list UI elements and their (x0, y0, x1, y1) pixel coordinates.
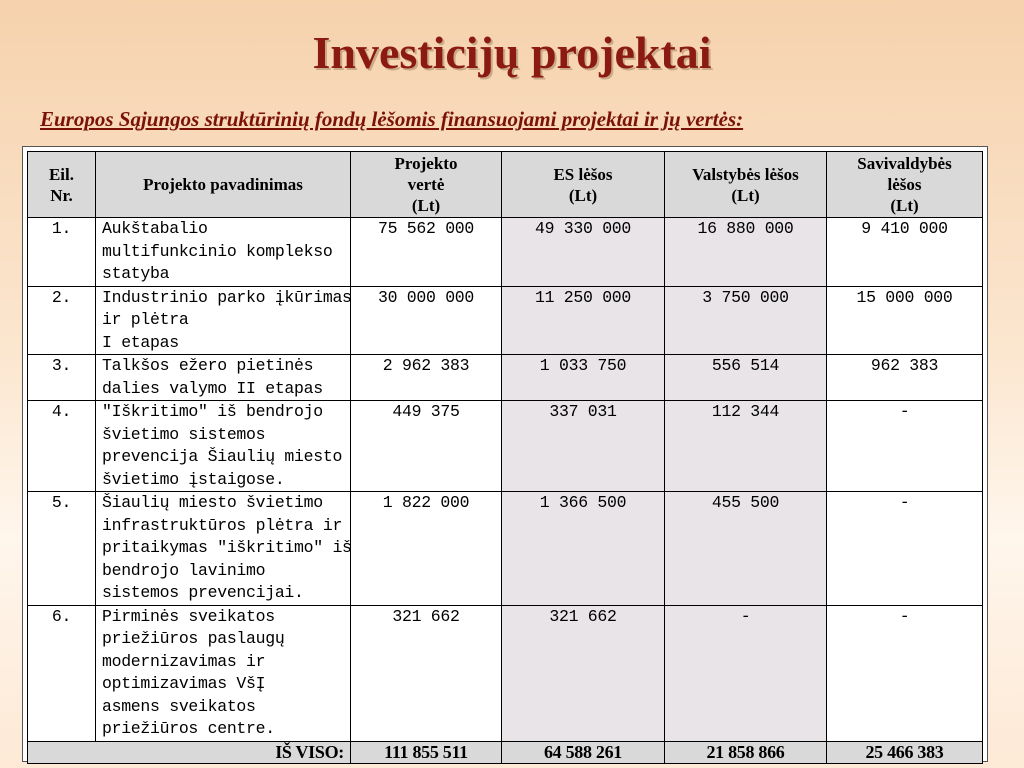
project-name-line: Industrinio parko įkūrimas (102, 287, 352, 307)
project-name-line: švietimo sistemos (102, 424, 266, 444)
cell-es-funds: 321 662 (502, 605, 665, 741)
project-name-line: infrastruktūros plėtra ir (102, 515, 343, 535)
cell-project-value: 30 000 000 (351, 286, 502, 355)
cell-nr: 4. (28, 401, 96, 492)
cell-state-funds: - (665, 605, 827, 741)
cell-es-funds: 1 366 500 (502, 492, 665, 606)
project-name-line: optimizavimas VšĮ (102, 674, 266, 693)
project-name-line: Aukštabalio (102, 219, 208, 238)
table-row (28, 286, 983, 355)
table-row (28, 492, 983, 606)
total-municipal-funds: 25 466 383 (827, 741, 983, 763)
project-name-line: bendrojo lavinimo (102, 560, 266, 580)
header-es-funds: ES lėšos (Lt) (502, 152, 665, 218)
cell-project-name (96, 605, 351, 741)
cell-project-value: 75 562 000 (351, 218, 502, 287)
project-name-line: dalies valymo II etapas (102, 378, 323, 398)
table-header-row (28, 152, 983, 218)
cell-project-value: 1 822 000 (351, 492, 502, 606)
project-name-line: "Iškritimo" iš bendrojo (102, 402, 323, 421)
projects-table-frame (22, 146, 988, 762)
cell-municipal-funds: 15 000 000 (827, 286, 983, 355)
page-subtitle: Europos Sąjungos struktūrinių fondų lėšomis finansuojami projektai ir jų vertės: (40, 107, 744, 131)
cell-nr: 1. (28, 218, 96, 287)
cell-es-funds: 49 330 000 (502, 218, 665, 287)
total-es-funds: 64 588 261 (502, 741, 665, 763)
project-name-line: priežiūros centre. (102, 719, 275, 738)
header-municipal-funds: Savivaldybės lėšos (Lt) (827, 152, 983, 218)
project-name-line: modernizavimas ir (102, 651, 266, 671)
project-name-line: priežiūros paslaugų (102, 629, 285, 648)
cell-municipal-funds: - (827, 605, 983, 741)
cell-project-value: 2 962 383 (351, 355, 502, 401)
total-project-value: 111 855 511 (351, 741, 502, 763)
header-state-funds: Valstybės lėšos (Lt) (665, 152, 827, 218)
cell-project-name (96, 286, 351, 355)
project-name-line: sistemos prevencijai. (102, 583, 304, 602)
table-total-row (28, 741, 983, 763)
cell-state-funds: 556 514 (665, 355, 827, 401)
table-row (28, 605, 983, 741)
cell-project-name (96, 218, 351, 287)
cell-project-name (96, 401, 351, 492)
table-row (28, 218, 983, 287)
project-name-line: Pirminės sveikatos (102, 606, 275, 626)
cell-municipal-funds: - (827, 401, 983, 492)
table-row (28, 401, 983, 492)
cell-es-funds: 11 250 000 (502, 286, 665, 355)
header-project-name: Projekto pavadinimas (96, 152, 351, 218)
total-state-funds: 21 858 866 (665, 741, 827, 763)
page-title: Investicijų projektai (312, 27, 712, 78)
cell-project-name (96, 492, 351, 606)
project-name-line: ir plėtra (102, 310, 189, 329)
project-name-line: Talkšos ežero pietinės (102, 356, 314, 375)
cell-state-funds: 16 880 000 (665, 218, 827, 287)
project-name-line: švietimo įstaigose. (102, 469, 285, 489)
cell-nr: 5. (28, 492, 96, 606)
cell-nr: 3. (28, 355, 96, 401)
cell-es-funds: 1 033 750 (502, 355, 665, 401)
cell-nr: 2. (28, 286, 96, 355)
cell-municipal-funds: - (827, 492, 983, 606)
project-name-line: statyba (102, 264, 170, 283)
project-name-line: prevencija Šiaulių miesto (102, 447, 343, 466)
cell-municipal-funds: 962 383 (827, 355, 983, 401)
projects-table (27, 151, 983, 764)
cell-project-value: 449 375 (351, 401, 502, 492)
total-label: IŠ VISO: (28, 741, 351, 763)
cell-es-funds: 337 031 (502, 401, 665, 492)
cell-nr: 6. (28, 605, 96, 741)
header-project-value: Projekto vertė (Lt) (351, 152, 502, 218)
cell-project-name (96, 355, 351, 401)
cell-state-funds: 3 750 000 (665, 286, 827, 355)
project-name-line: multifunkcinio komplekso (102, 241, 333, 261)
cell-state-funds: 112 344 (665, 401, 827, 492)
project-name-line: asmens sveikatos (102, 696, 256, 716)
project-name-line: pritaikymas "iškritimo" iš (102, 538, 352, 557)
table-body (28, 218, 983, 764)
project-name-line: Šiaulių miesto švietimo (102, 493, 323, 512)
header-nr: Eil. Nr. (28, 152, 96, 218)
table-row (28, 355, 983, 401)
project-name-line: I etapas (102, 332, 179, 352)
cell-state-funds: 455 500 (665, 492, 827, 606)
cell-project-value: 321 662 (351, 605, 502, 741)
cell-municipal-funds: 9 410 000 (827, 218, 983, 287)
